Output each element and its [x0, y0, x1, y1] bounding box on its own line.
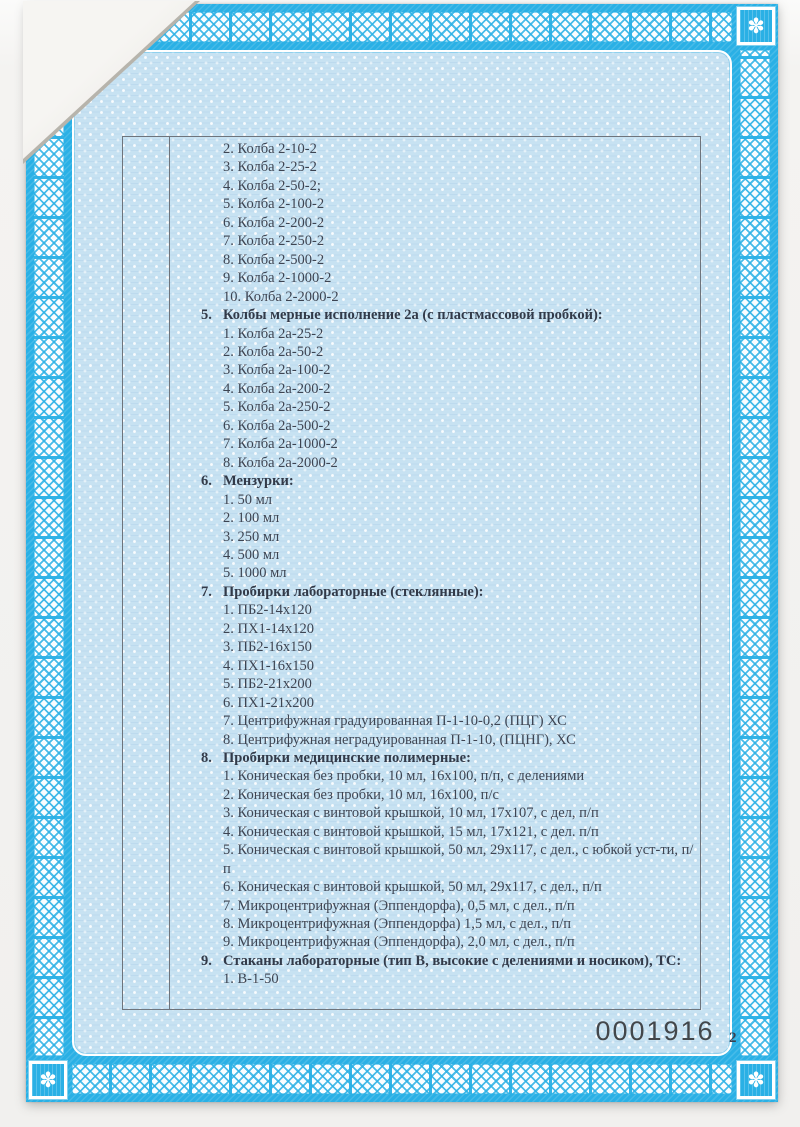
list-item: 8. Центрифужная неградуированная П-1-10, (ПЦНГ), ХС	[223, 731, 576, 748]
list-item: 3. Коническая с винтовой крышкой, 10 мл, 17х107, с дел, п/п	[223, 805, 599, 822]
list-item: 3. Колба 2-25-2	[223, 159, 317, 176]
corner-ornament-icon: ✽	[32, 1064, 64, 1096]
section-number: 8.	[201, 749, 212, 766]
section-title: Пробирки лабораторные (стеклянные):	[223, 583, 484, 600]
list-item: 8. Микроцентрифужная (Эппендорфа) 1,5 мл, с дел., п/п	[223, 916, 571, 933]
list-item: 8. Колба 2а-2000-2	[223, 454, 338, 471]
list-item: 8. Колба 2-500-2	[223, 251, 325, 268]
list-item: 4. ПХ1-16х150	[223, 657, 315, 674]
list-item: 5. Колба 2а-250-2	[223, 399, 331, 416]
corner-ornament-bottom-left	[28, 1060, 68, 1100]
section-number: 6.	[201, 473, 212, 490]
list-item: 2. Колба 2а-50-2	[223, 343, 324, 360]
list-item: 3. ПБ2-16х150	[223, 639, 312, 656]
list-item: 10. Колба 2-2000-2	[223, 288, 339, 305]
item-list	[170, 139, 698, 1009]
section-header	[170, 583, 684, 601]
serial-number: 0001916	[595, 1016, 715, 1046]
list-item: 2. ПХ1-14х120	[223, 620, 315, 637]
list-item: 4. Колба 2а-200-2	[223, 380, 331, 397]
list-item: 4. Колба 2-50-2;	[223, 177, 321, 194]
border-ornament-right	[740, 50, 770, 1056]
list-item: 2. 100 мл	[223, 510, 280, 527]
list-item: 3. Колба 2а-100-2	[223, 362, 331, 379]
list-item: 3. 250 мл	[223, 528, 280, 545]
section-number: 5.	[201, 307, 212, 324]
list-item: 1. 50 мл	[223, 491, 273, 508]
list-item: 7. Колба 2а-1000-2	[223, 436, 338, 453]
corner-ornament-bottom-right	[736, 1060, 776, 1100]
section-number: 9.	[201, 952, 212, 969]
section-header	[170, 472, 684, 490]
list-item: 5. ПБ2-21х200	[223, 676, 312, 693]
list-item: 6. ПХ1-21х200	[223, 694, 315, 711]
item-table	[122, 136, 701, 1010]
list-item: 1. Коническая без пробки, 10 мл, 16х100, п/п, с делениями	[223, 768, 585, 785]
section-title: Пробирки медицинские полимерные:	[223, 749, 471, 766]
section-header	[170, 749, 684, 767]
corner-ornament-icon: ✽	[740, 1064, 772, 1096]
list-item: 7. Центрифужная градуированная П-1-10-0,2 (ПЦГ) ХС	[223, 713, 567, 730]
section-title: Колбы мерные исполнение 2а (с пластмассовой пробкой):	[223, 307, 603, 324]
list-item: 9. Микроцентрифужная (Эппендорфа), 2,0 мл, с дел., п/п	[223, 934, 575, 951]
certificate-sheet	[26, 4, 778, 1102]
corner-ornament-icon: ✽	[740, 10, 772, 42]
list-item: 2. Коническая без пробки, 10 мл, 16х100, п/с	[223, 786, 499, 803]
list-item: 1. Колба 2а-25-2	[223, 325, 324, 342]
list-item: 6. Колба 2а-500-2	[223, 417, 331, 434]
section-header	[170, 952, 684, 970]
list-item: 5. Коническая с винтовой крышкой, 50 мл, 29х117, с дел., с юбкой уст-ти, п/п	[223, 842, 694, 877]
list-item: 2. Колба 2-10-2	[223, 141, 317, 157]
list-item: 5. Колба 2-100-2	[223, 196, 325, 213]
list-item: 7. Микроцентрифужная (Эппендорфа), 0,5 мл, с дел., п/п	[223, 897, 575, 914]
section-title: Стаканы лабораторные (тип В, высокие с делениями и носиком), ТС:	[223, 952, 682, 969]
border-ornament-left	[34, 50, 64, 1056]
list-item: 1. В-1-50	[223, 971, 279, 988]
page-number: 2	[729, 1030, 737, 1046]
list-item: 9. Колба 2-1000-2	[223, 270, 332, 287]
list-item: 1. ПБ2-14х120	[223, 602, 312, 619]
list-item: 5. 1000 мл	[223, 565, 287, 582]
list-item: 4. 500 мл	[223, 546, 280, 563]
section-title: Мензурки:	[223, 473, 294, 490]
corner-ornament-top-right	[736, 6, 776, 46]
section-header	[170, 306, 684, 324]
list-item: 6. Коническая с винтовой крышкой, 50 мл, 29х117, с дел., п/п	[223, 879, 602, 896]
section-number: 7.	[201, 583, 212, 600]
list-item: 4. Коническая с винтовой крышкой, 15 мл, 17х121, с дел. п/п	[223, 823, 599, 840]
list-item: 6. Колба 2-200-2	[223, 214, 325, 231]
list-item: 7. Колба 2-250-2	[223, 233, 325, 250]
border-ornament-bottom	[72, 1064, 732, 1094]
